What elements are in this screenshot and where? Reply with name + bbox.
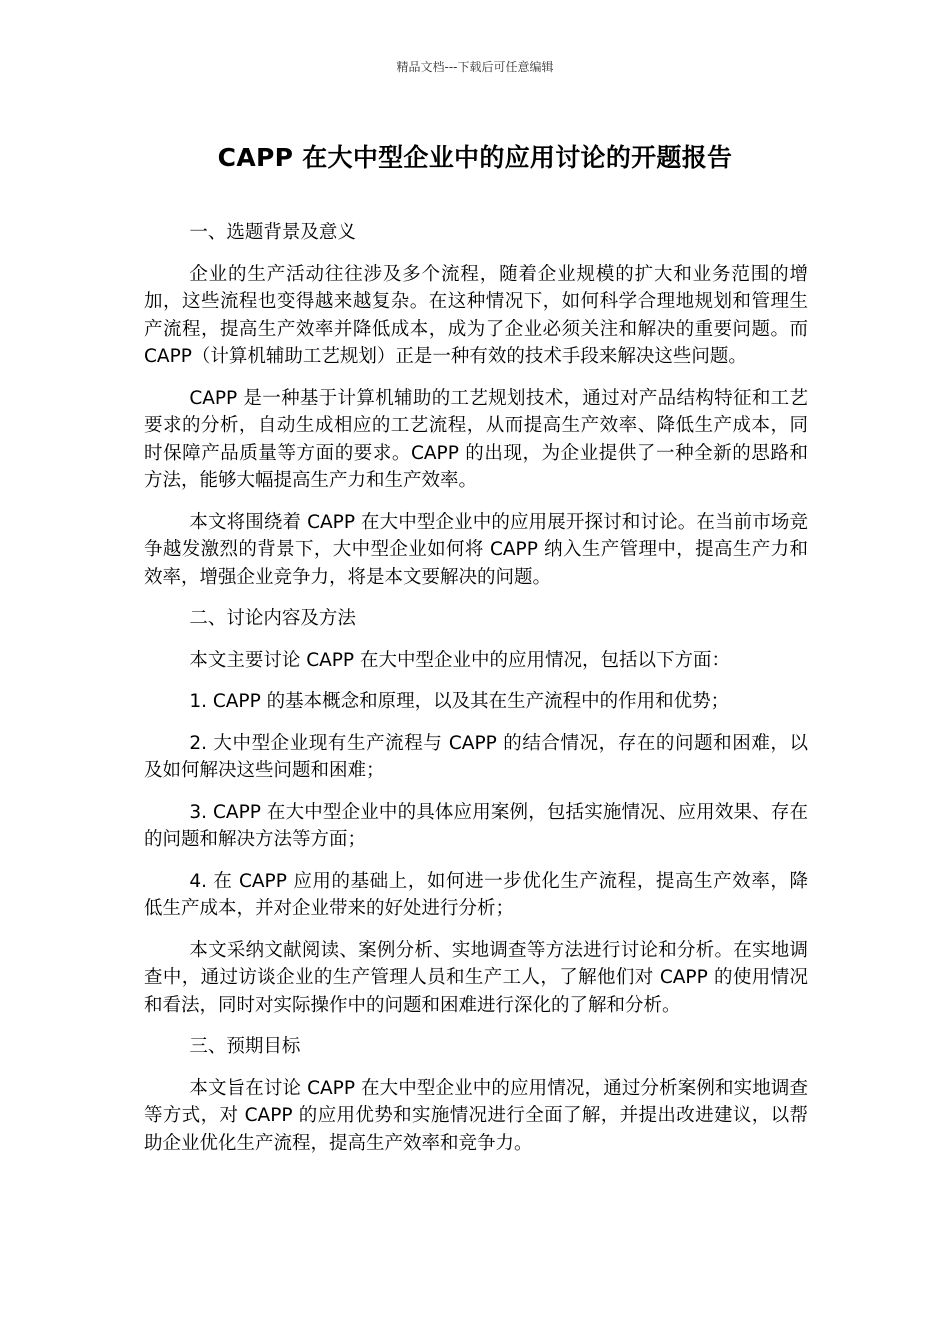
document-body bbox=[144, 219, 808, 1171]
paragraph: 本文采纳文献阅读、案例分析、实地调查等方法进行讨论和分析。在实地调查中，通过访谈企业的生产管理人员和生产工人，了解他们对 CAPP 的使用情况和看法，同时对实际操作中的问题和困难进行深化的了解和分析。 bbox=[144, 939, 808, 1016]
paragraph: CAPP 是一种基于计算机辅助的工艺规划技术，通过对产品结构特征和工艺要求的分析，自动生成相应的工艺流程，从而提高生产效率、降低生产成本，同时保障产品质量等方面的要求。CAPP 的出现，为企业提供了一种全新的思路和方法，能够大幅提高生产力和生产效率。 bbox=[144, 387, 808, 491]
list-item: 3. CAPP 在大中型企业中的具体应用案例，包括实施情况、应用效果、存在的问题和解决方法等方面； bbox=[144, 801, 808, 850]
section-heading-3: 三、预期目标 bbox=[189, 1036, 301, 1057]
list-item: 2. 大中型企业现有生产流程与 CAPP 的结合情况，存在的问题和困难，以及如何解决这些问题和困难； bbox=[144, 732, 808, 781]
list-item: 1. CAPP 的基本概念和原理，以及其在生产流程中的作用和优势； bbox=[189, 691, 730, 712]
paragraph: 本文将围绕着 CAPP 在大中型企业中的应用展开探讨和讨论。在当前市场竞争越发激烈的背景下，大中型企业如何将 CAPP 纳入生产管理中，提高生产力和效率，增强企业竞争力，将是本文要解决的问题。 bbox=[144, 511, 808, 588]
section-heading-1: 一、选题背景及意义 bbox=[189, 222, 356, 243]
list-item: 4. 在 CAPP 应用的基础上，如何进一步优化生产流程，提高生产效率，降低生产成本，并对企业带来的好处进行分析； bbox=[144, 870, 808, 919]
page-header: 精品文档---下载后可任意编辑 bbox=[396, 60, 554, 74]
paragraph: 本文主要讨论 CAPP 在大中型企业中的应用情况，包括以下方面： bbox=[189, 649, 730, 671]
document-title: CAPP 在大中型企业中的应用讨论的开题报告 bbox=[217, 143, 733, 172]
section-heading-2: 二、讨论内容及方法 bbox=[189, 608, 356, 629]
paragraph: 本文旨在讨论 CAPP 在大中型企业中的应用情况，通过分析案例和实地调查等方式，对 CAPP 的应用优势和实施情况进行全面了解，并提出改进建议，以帮助企业优化生产流程，提高生产效率和竞争力。 bbox=[144, 1077, 808, 1154]
paragraph: 企业的生产活动往往涉及多个流程，随着企业规模的扩大和业务范围的增加，这些流程也变得越来越复杂。在这种情况下，如何科学合理地规划和管理生产流程，提高生产效率并降低成本，成为了企业必须关注和解决的重要问题。而 CAPP（计算机辅助工艺规划）正是一种有效的技术手段来解决这些问题。 bbox=[144, 263, 808, 367]
